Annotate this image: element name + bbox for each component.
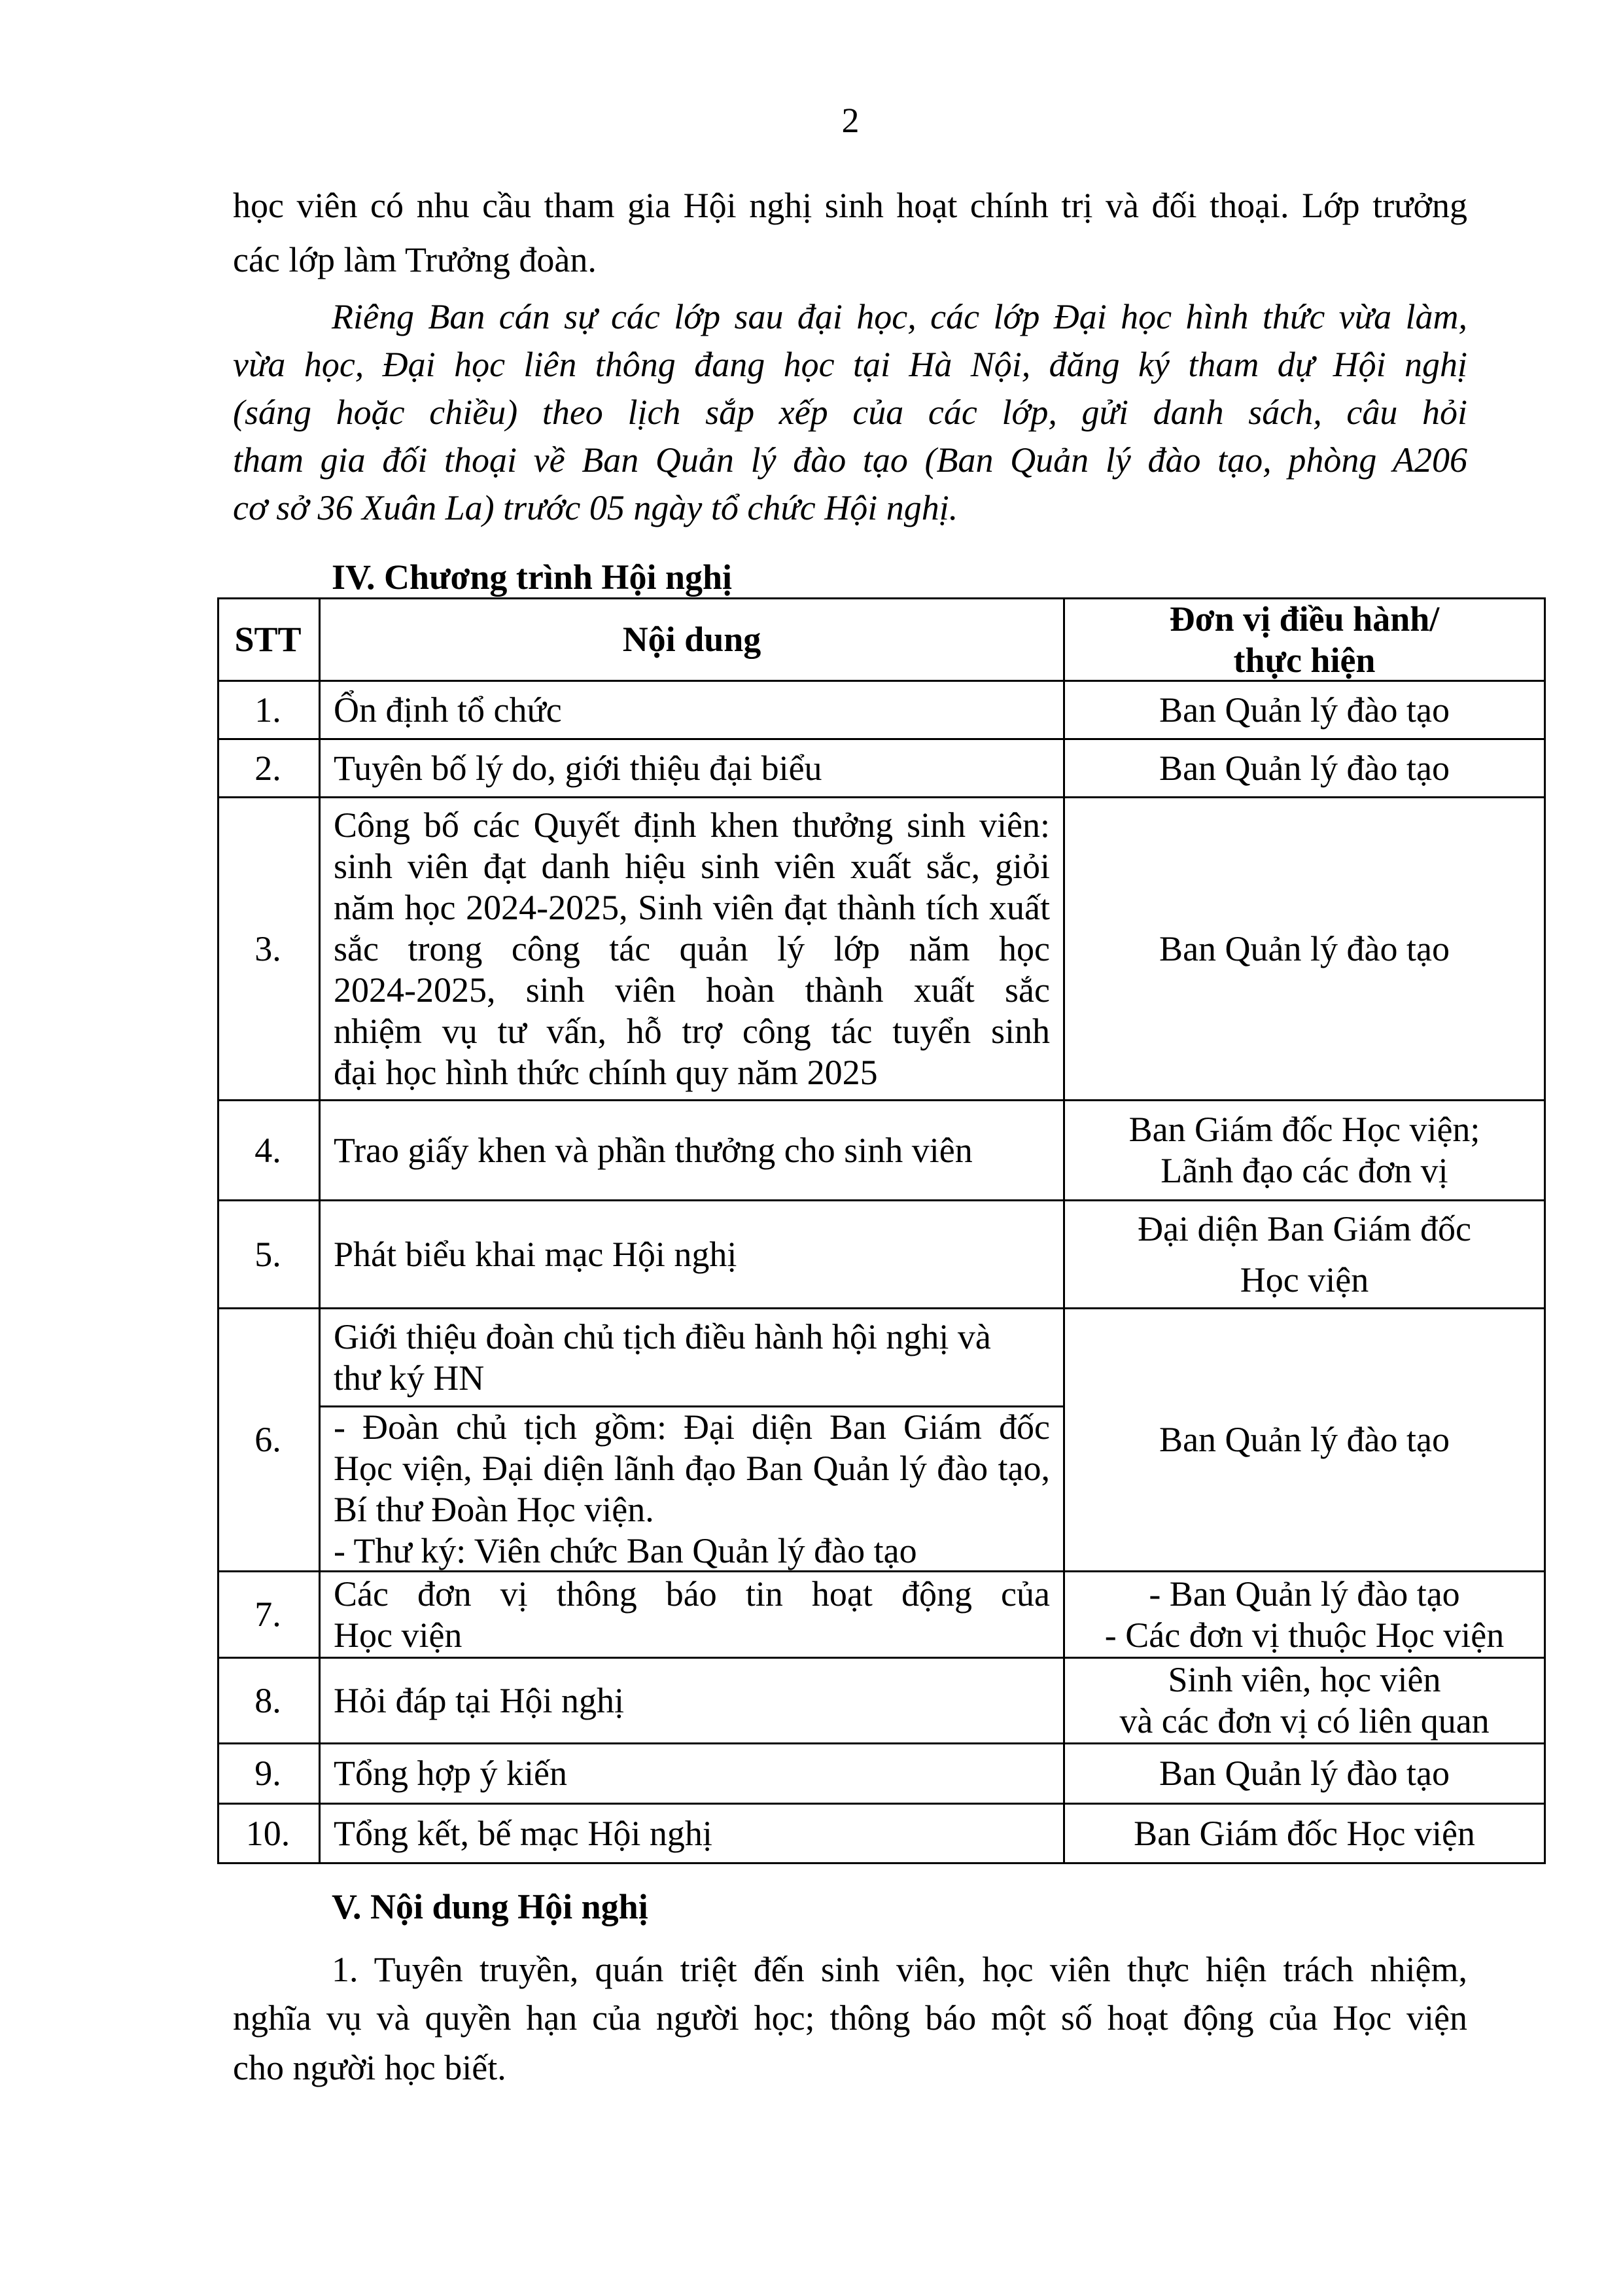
row-stt <box>217 1201 319 1307</box>
row-stt <box>217 1744 319 1803</box>
row-content <box>334 1201 1050 1307</box>
paragraph-line: vừa học, Đại học liên thông đang học tại Hà Nội, đăng ký tham dự Hội nghị <box>233 345 1467 384</box>
row-content-bottom <box>334 1407 1050 1570</box>
row-stt-text: 6. <box>254 1420 281 1459</box>
row-unit-line: Ban Quản lý đào tạo <box>1159 690 1450 730</box>
row-content-line: Hỏi đáp tại Hội nghị <box>334 1680 624 1720</box>
row-unit <box>1063 740 1546 796</box>
row-content-line: Tổng hợp ý kiến <box>334 1754 568 1793</box>
row-unit <box>1063 1572 1546 1657</box>
row-content <box>334 1805 1050 1862</box>
row-stt-text: 2. <box>254 748 281 788</box>
row-unit <box>1063 1101 1546 1199</box>
row-content-line: Học viện, Đại diện lãnh đạo Ban Quản lý đào tạo, <box>334 1448 1050 1488</box>
row-content-line: - Đoàn chủ tịch gồm: Đại diện Ban Giám đốc <box>334 1407 1050 1447</box>
row-content-line: Tổng kết, bế mạc Hội nghị <box>334 1813 712 1853</box>
section-heading-content: V. Nội dung Hội nghị <box>332 1887 648 1926</box>
row-content-line: Học viện <box>334 1615 462 1655</box>
row-content-line: Ổn định tổ chức <box>334 690 562 730</box>
paragraph-line: cho người học biết. <box>233 2048 506 2087</box>
row-stt-text: 7. <box>254 1595 281 1634</box>
header-stt <box>217 599 319 680</box>
row-unit <box>1063 1309 1546 1570</box>
row-stt <box>217 1101 319 1199</box>
row-stt <box>217 682 319 738</box>
header-unit-label: Đơn vị điều hành/ <box>1169 599 1440 639</box>
row-unit-line: Học viện <box>1240 1260 1369 1299</box>
row-content-line: sắc trong công tác quản lý lớp năm học <box>334 928 1050 968</box>
row-stt-text: 9. <box>254 1754 281 1793</box>
row-unit-line: Đại diện Ban Giám đốc <box>1138 1209 1471 1248</box>
row-unit <box>1063 1659 1546 1742</box>
row-content <box>334 740 1050 796</box>
row-stt <box>217 740 319 796</box>
row-unit-line: Sinh viên, học viên <box>1168 1660 1441 1699</box>
row-content <box>334 1572 1050 1657</box>
row-unit-line: - Ban Quản lý đào tạo <box>1149 1574 1460 1614</box>
row-content-line: Tuyên bố lý do, giới thiệu đại biểu <box>334 748 822 788</box>
row-stt-text: 4. <box>254 1130 281 1170</box>
paragraph-line: 1. Tuyên truyền, quán triệt đến sinh viên, học viên thực hiện trách nhiệm, <box>332 1950 1467 1989</box>
row-content-line: Bí thư Đoàn Học viện. <box>334 1489 654 1529</box>
row-content-line: Các đơn vị thông báo tin hoạt động của <box>334 1574 1050 1614</box>
paragraph-line: các lớp làm Trưởng đoàn. <box>233 240 597 279</box>
row-stt <box>217 1572 319 1657</box>
row-unit <box>1063 798 1546 1099</box>
row-stt-text: 10. <box>245 1813 290 1853</box>
row-content <box>334 798 1050 1099</box>
row-content <box>334 1744 1050 1803</box>
paragraph-line: nghĩa vụ và quyền hạn của người học; thông báo một số hoạt động của Học viện <box>233 1998 1467 2038</box>
row-content-line: Phát biểu khai mạc Hội nghị <box>334 1234 737 1274</box>
header-content-label: Nội dung <box>622 620 761 659</box>
row-stt <box>217 1805 319 1862</box>
row-stt-text: 1. <box>254 690 281 730</box>
row-content-line: Công bố các Quyết định khen thưởng sinh viên: <box>334 805 1050 845</box>
row-unit <box>1063 1744 1546 1803</box>
paragraph-line: học viên có nhu cầu tham gia Hội nghị sinh hoạt chính trị và đối thoại. Lớp trưởng <box>233 186 1467 225</box>
row-stt <box>217 1659 319 1742</box>
row-content <box>334 1101 1050 1199</box>
row-stt-text: 8. <box>254 1680 281 1720</box>
paragraph-line: tham gia đối thoại về Ban Quản lý đào tạo (Ban Quản lý đào tạo, phòng A206 <box>233 440 1467 480</box>
table-border <box>319 597 321 1864</box>
row-content-line: nhiệm vụ tư vấn, hỗ trợ công tác tuyển sinh <box>334 1011 1050 1051</box>
paragraph-line: cơ sở 36 Xuân La) trước 05 ngày tổ chức Hội nghị. <box>233 488 958 527</box>
table-border <box>217 1862 1546 1864</box>
row-stt-text: 5. <box>254 1234 281 1274</box>
row-content-line: sinh viên đạt danh hiệu sinh viên xuất sắc, giỏi <box>334 846 1050 886</box>
row-unit-line: Lãnh đạo các đơn vị <box>1161 1151 1448 1190</box>
row-unit <box>1063 682 1546 738</box>
row-stt <box>217 798 319 1099</box>
row-unit-line: Ban Quản lý đào tạo <box>1159 748 1450 788</box>
row-unit-line: và các đơn vị có liên quan <box>1119 1701 1490 1740</box>
section-heading-program: IV. Chương trình Hội nghị <box>332 557 733 597</box>
row-stt-text: 3. <box>254 928 281 968</box>
header-content <box>334 599 1050 680</box>
row-content-line: đại học hình thức chính quy năm 2025 <box>334 1052 878 1092</box>
row-unit-line: Ban Quản lý đào tạo <box>1159 1420 1450 1459</box>
row-unit-line: Ban Quản lý đào tạo <box>1159 928 1450 968</box>
program-table <box>217 597 1546 1863</box>
row-content <box>334 682 1050 738</box>
row-content-line: Giới thiệu đoàn chủ tịch điều hành hội nghị và <box>334 1316 991 1356</box>
header-unit-label: thực hiện <box>1233 640 1376 680</box>
paragraph-line: Riêng Ban cán sự các lớp sau đại học, các lớp Đại học hình thức vừa làm, <box>332 297 1467 336</box>
row-stt <box>217 1309 319 1570</box>
row-content-top <box>334 1309 1050 1405</box>
row-content-line: năm học 2024-2025, Sinh viên đạt thành tích xuất <box>334 887 1050 927</box>
header-unit <box>1063 599 1546 680</box>
row-unit-line: Ban Giám đốc Học viện <box>1134 1813 1475 1853</box>
row-content-line: 2024-2025, sinh viên hoàn thành xuất sắc <box>334 970 1050 1010</box>
row-unit <box>1063 1805 1546 1862</box>
row-content <box>334 1659 1050 1742</box>
row-unit-line: - Các đơn vị thuộc Học viện <box>1104 1615 1505 1655</box>
header-stt-label: STT <box>234 620 302 659</box>
row-content-line: thư ký HN <box>334 1358 485 1398</box>
paragraph-line: (sáng hoặc chiều) theo lịch sắp xếp của các lớp, gửi danh sách, câu hỏi <box>233 393 1467 432</box>
row-unit-line: Ban Giám đốc Học viện; <box>1128 1110 1480 1149</box>
row-content-line: Trao giấy khen và phần thưởng cho sinh viên <box>334 1130 973 1170</box>
page-number: 2 <box>841 101 860 140</box>
row-unit <box>1063 1201 1546 1307</box>
row-content-line: - Thư ký: Viên chức Ban Quản lý đào tạo <box>334 1530 917 1570</box>
row-unit-line: Ban Quản lý đào tạo <box>1159 1754 1450 1793</box>
